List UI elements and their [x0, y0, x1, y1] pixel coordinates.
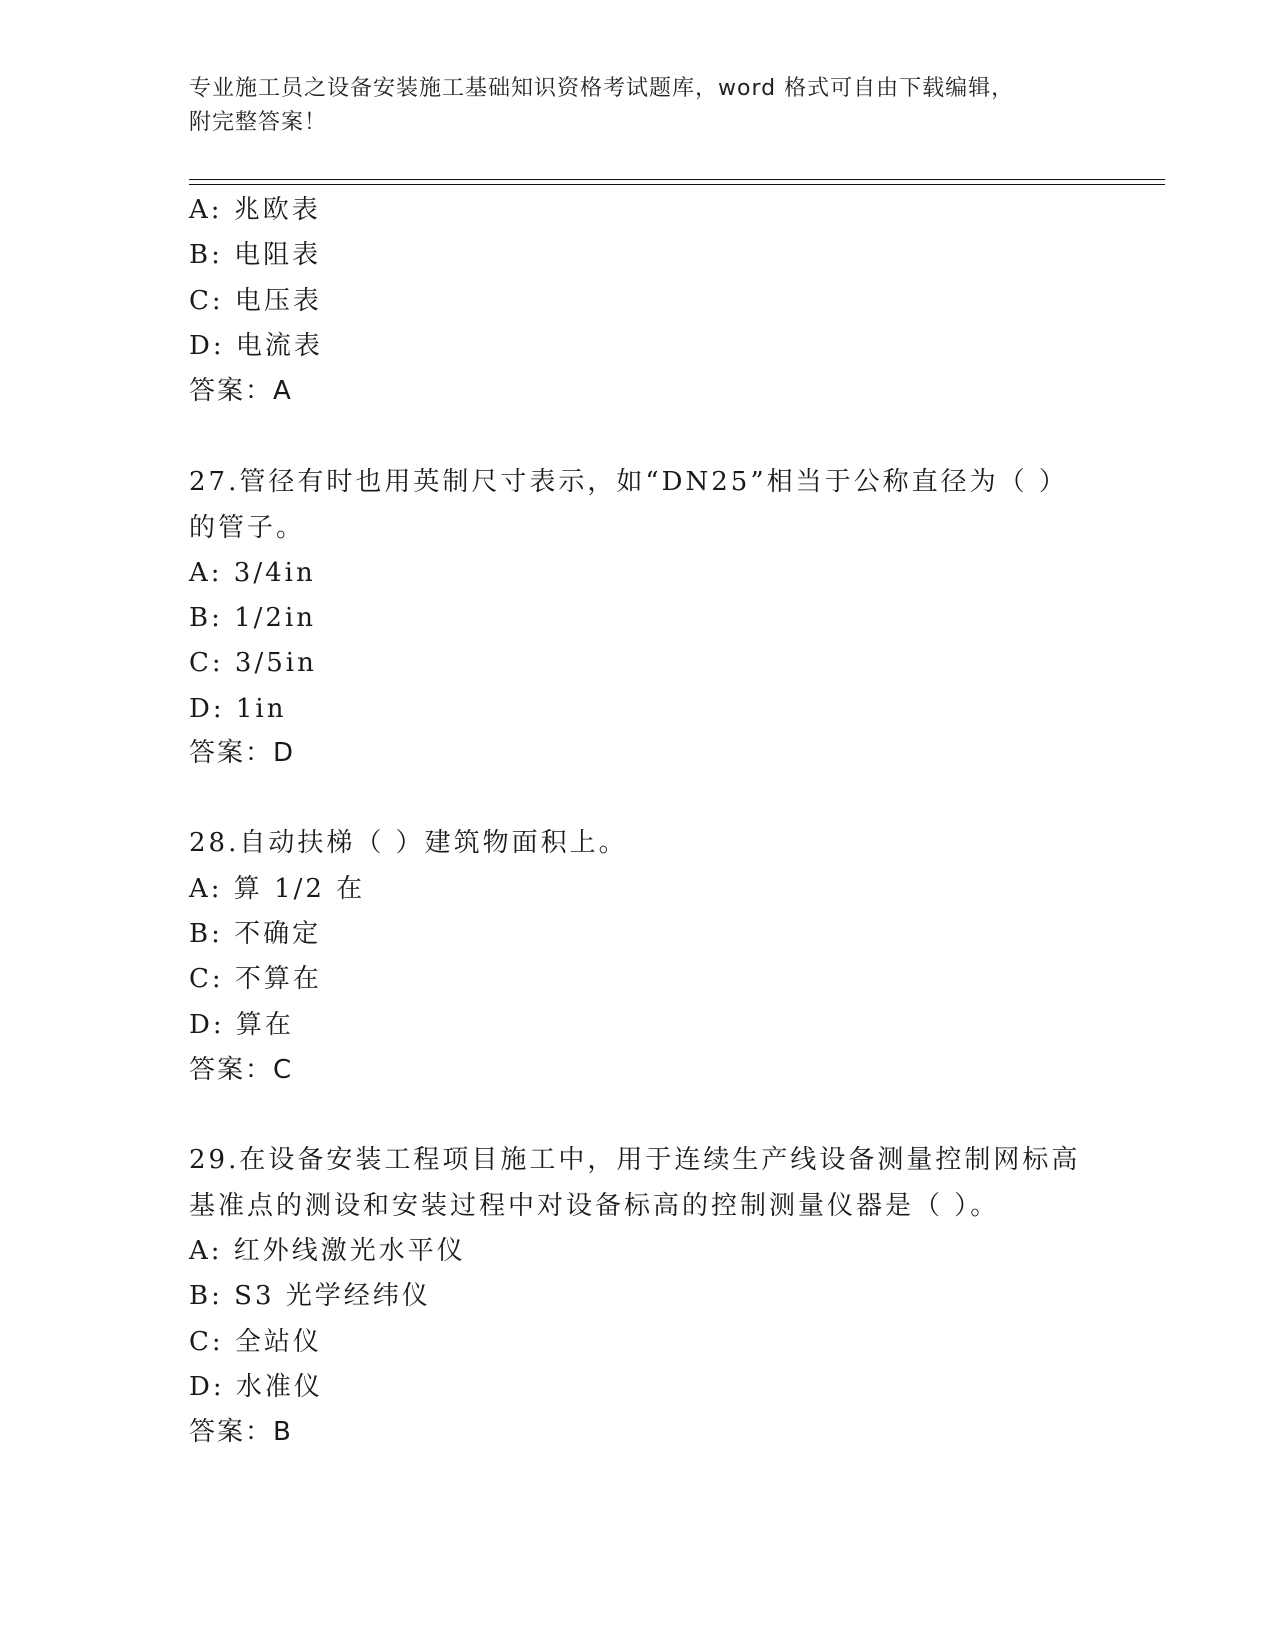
q26-option-d: D: 电流表	[189, 331, 323, 361]
q28-option-a: A: 算 1/2 在	[189, 874, 366, 904]
q28-text-line-1: 28.自动扶梯（ ）建筑物面积上。	[189, 828, 628, 858]
q27-option-c: C: 3/5in	[189, 648, 317, 678]
header-divider-top	[189, 179, 1165, 180]
q26-answer: 答案：A	[189, 376, 293, 406]
q27-option-d: D: 1in	[189, 694, 287, 724]
q29-option-b: B: S3 光学经纬仪	[189, 1281, 431, 1311]
q26-option-c: C: 电压表	[189, 286, 322, 316]
q28-option-b: B: 不确定	[189, 919, 322, 949]
header-title-line-2: 附完整答案！	[189, 110, 328, 135]
header-divider-bottom	[189, 184, 1165, 185]
q27-text-line-2: 的管子。	[189, 513, 306, 543]
q29-option-c: C: 全站仪	[189, 1327, 322, 1357]
q28-option-d: D: 算在	[189, 1010, 294, 1040]
q29-option-a: A: 红外线激光水平仪	[189, 1236, 466, 1266]
q27-option-b: B: 1/2in	[189, 603, 317, 633]
q26-option-b: B: 电阻表	[189, 240, 322, 270]
q29-answer: 答案：B	[189, 1417, 293, 1447]
q28-answer: 答案：C	[189, 1055, 294, 1085]
q29-option-d: D: 水准仪	[189, 1372, 323, 1402]
q29-text-line-2: 基准点的测设和安装过程中对设备标高的控制测量仪器是（ ）。	[189, 1191, 1000, 1221]
q27-answer: 答案：D	[189, 738, 296, 768]
document-header	[189, 72, 1089, 140]
q26-option-a: A: 兆欧表	[189, 195, 321, 225]
q29-text-line-1: 29.在设备安装工程项目施工中，用于连续生产线设备测量控制网标高	[189, 1145, 1081, 1175]
header-title-line-1: 专业施工员之设备安装施工基础知识资格考试题库，word 格式可自由下载编辑，	[189, 76, 1015, 101]
q27-option-a: A: 3/4in	[189, 558, 316, 588]
q28-option-c: C: 不算在	[189, 964, 322, 994]
q27-text-line-1: 27.管径有时也用英制尺寸表示，如“DN25”相当于公称直径为（ ）	[189, 467, 1068, 497]
